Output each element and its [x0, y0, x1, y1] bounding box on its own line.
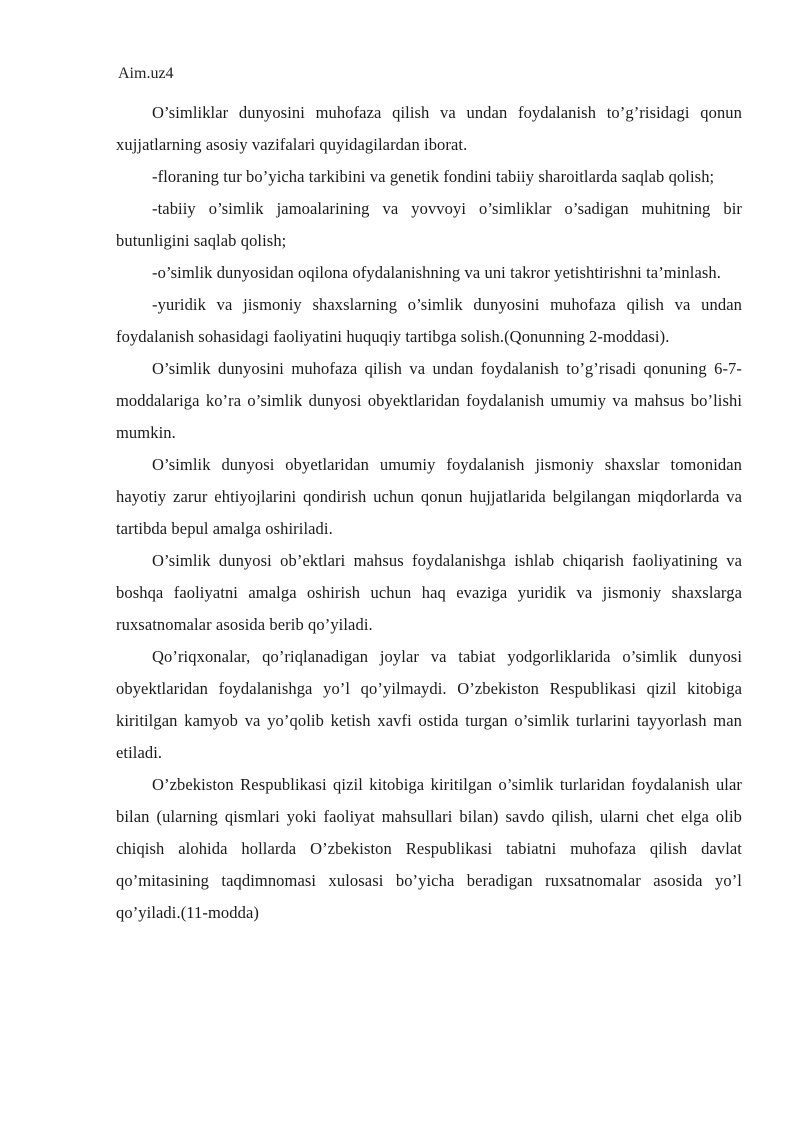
paragraph: O’simliklar dunyosini muhofaza qilish va undan foydalanish to’g’risidagi qonun xujjatlarning asosiy vazifalari quyidagilardan iborat.: [116, 103, 742, 154]
paragraph: O’simlik dunyosi ob’ektlari mahsus foydalanishga ishlab chiqarish faoliyatining va boshqa faoliyatni amalga oshirish uchun haq evaziga yuridik va jismoniy shaxslarga ruxsatnomalar asosida berib qo’yiladi.: [116, 551, 742, 634]
paragraph: O’simlik dunyosi obyetlaridan umumiy foydalanish jismoniy shaxslar tomonidan hayotiy zarur ehtiyojlarini qondirish uchun qonun hujjatlarida belgilangan miqdorlarda va tartibda bepul amalga oshiriladi.: [116, 455, 742, 538]
paragraph: -o’simlik dunyosidan oqilona ofydalanishning va uni takror yetishtirishni ta’minlash.: [152, 263, 721, 282]
paragraph: Qo’riqxonalar, qo’riqlanadigan joylar va tabiat yodgorliklarida o’simlik dunyosi obyektlaridan foydalanishga yo’l qo’yilmaydi. O’zbekiston Respublikasi qizil kitobiga kiritilgan kamyob va yo’qolib ketish xavfi ostida turgan o’simlik turlarini tayyorlash man etiladi.: [116, 647, 742, 762]
paragraph: -tabiiy o’simlik jamoalarining va yovvoyi o’simliklar o’sadigan muhitning bir butunligini saqlab qolish;: [116, 199, 742, 250]
paragraph: -floraning tur bo’yicha tarkibini va genetik fondini tabiiy sharoitlarda saqlab qolish;: [152, 167, 715, 186]
paragraph: O’simlik dunyosini muhofaza qilish va undan foydalanish to’g’risadi qonuning 6-7-moddalariga ko’ra o’simlik dunyosi obyektlaridan foydalanish umumiy va mahsus bo’lishi mumkin.: [116, 359, 742, 442]
document-body: [116, 97, 742, 929]
paragraph: -yuridik va jismoniy shaxslarning o’simlik dunyosini muhofaza qilish va undan foydalanish sohasidagi faoliyatini huquqiy tartibga solish.(Qonunning 2-moddasi).: [116, 295, 742, 346]
header-site-label: Aim.uz4: [118, 65, 174, 82]
paragraph: O’zbekiston Respublikasi qizil kitobiga kiritilgan o’simlik turlaridan foydalanish ular bilan (ularning qismlari yoki faoliyat mahsullari bilan) savdo qilish, ularni chet elga olib chiqish alohida hollarda O’zbekiston Respublikasi tabiatni muhofaza qilish davlat qo’mitasining taqdimnomasi xulosasi bo’yicha beradigan ruxsatnomalar asosida yo’l qo’yiladi.(11-modda): [116, 775, 742, 922]
